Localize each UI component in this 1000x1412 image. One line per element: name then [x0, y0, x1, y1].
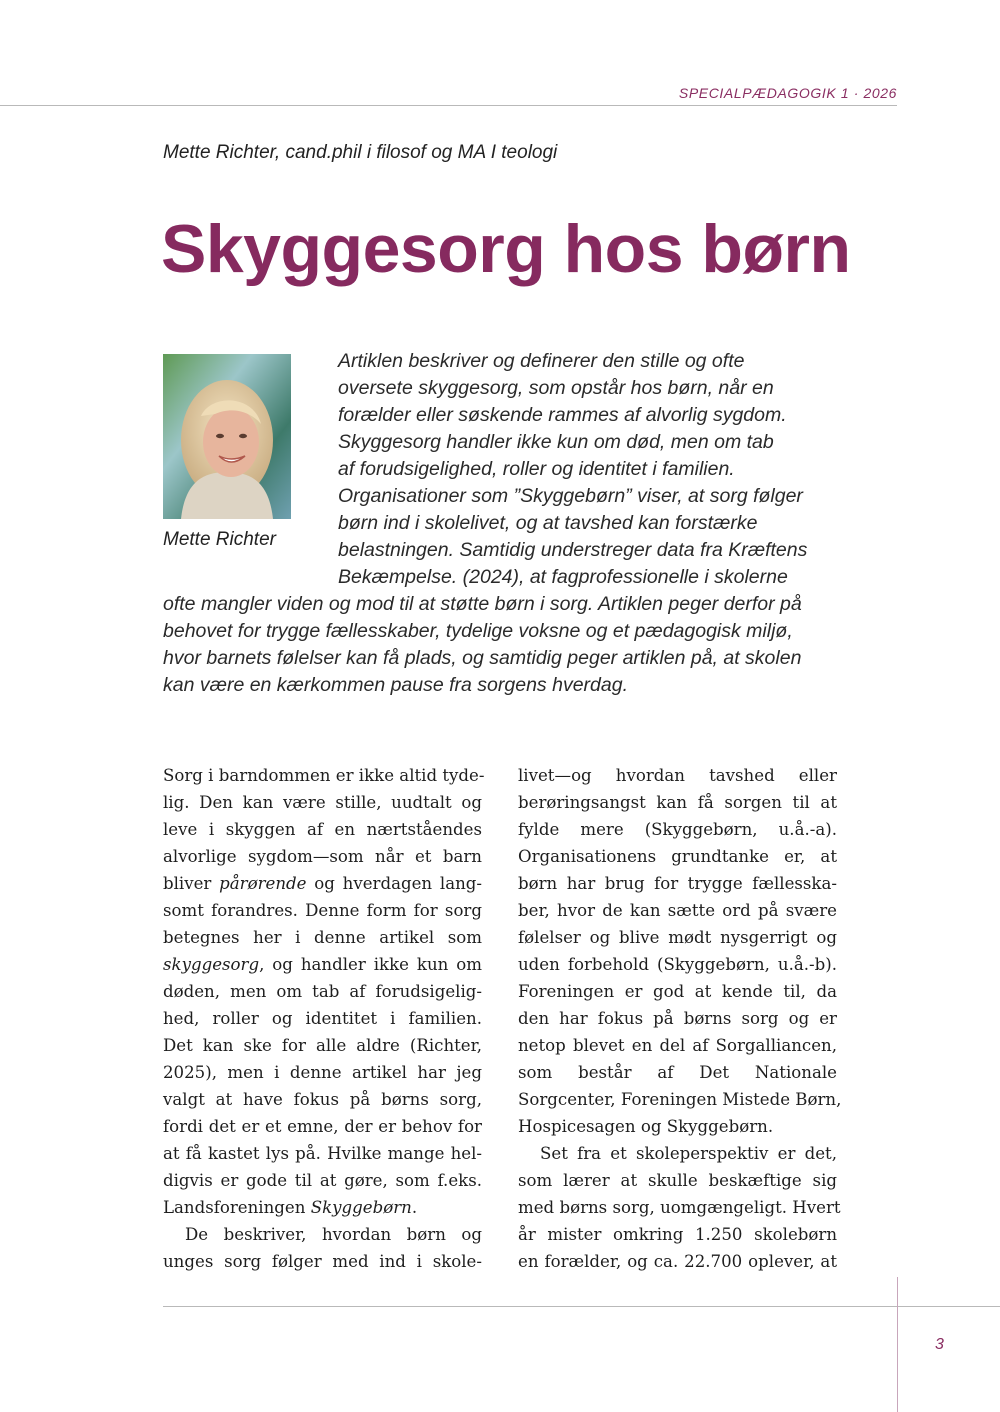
author-byline: Mette Richter, cand.phil i filosof og MA I teologi: [163, 142, 558, 163]
body-line: somt forandres. Denne form for sorg: [163, 901, 482, 920]
author-portrait: [163, 354, 291, 519]
body-line: at få kastet lys på. Hvilke mange hel-: [163, 1144, 482, 1163]
body-line: Sorg i barndommen er ikke altid tyde-: [163, 766, 485, 785]
footer-vertical-rule: [897, 1277, 898, 1412]
portrait-caption: Mette Richter: [163, 529, 276, 550]
body-line: 2025), men i denne artikel har jeg: [163, 1063, 482, 1082]
abstract-line: Artiklen beskriver og definerer den stille og ofte: [338, 350, 745, 372]
body-line: Hospicesagen og Skyggebørn.: [518, 1117, 774, 1136]
body-line: berøringsangst kan få sorgen til at: [518, 793, 837, 812]
body-line: valgt at have fokus på børns sorg,: [163, 1090, 482, 1109]
abstract-line: ofte mangler viden og mod til at støtte børn i sorg. Artiklen peger derfor på: [163, 593, 802, 615]
body-line: fordi det er et emne, der er behov for: [163, 1117, 482, 1136]
header-rule: [0, 105, 897, 106]
body-line: ber, hvor de kan sætte ord på svære: [518, 901, 837, 920]
abstract-line: Bekæmpelse. (2024), at fagprofessionelle i skolerne: [338, 566, 788, 588]
body-line: Set fra et skoleperspektiv er det,: [540, 1144, 837, 1163]
body-line: hed, roller og identitet i familien.: [163, 1009, 482, 1028]
body-line: livet—og hvordan tavshed eller: [518, 766, 837, 785]
abstract-line: børn ind i skolelivet, og at tavshed kan forstærke: [338, 512, 758, 534]
abstract-line: Skyggesorg handler ikke kun om død, men om tab: [338, 431, 774, 453]
body-line: Organisationens grundtanke er, at: [518, 847, 837, 866]
body-line: leve i skyggen af en nærtståendes: [163, 820, 482, 839]
body-line: bliver pårørende og hverdagen lang-: [163, 874, 483, 893]
body-line: Landsforeningen Skyggebørn.: [163, 1198, 418, 1217]
body-line: Foreningen er god at kende til, da: [518, 982, 837, 1001]
running-head: SPECIALPÆDAGOGIK 1 · 2026: [678, 85, 897, 101]
body-line: som lærer at skulle beskæftige sig: [518, 1171, 837, 1190]
body-line: De beskriver, hvordan børn og: [185, 1225, 482, 1244]
body-line: lig. Den kan være stille, uudtalt og: [163, 793, 482, 812]
abstract-line: kan være en kærkommen pause fra sorgens hverdag.: [163, 674, 628, 696]
body-line: betegnes her i denne artikel som: [163, 928, 482, 947]
page-number: 3: [935, 1336, 944, 1353]
body-line: den har fokus på børns sorg og er: [518, 1009, 837, 1028]
body-line: år mister omkring 1.250 skolebørn: [518, 1225, 837, 1244]
footer-rule: [163, 1306, 1000, 1307]
body-line: fylde mere (Skyggebørn, u.å.-a).: [518, 820, 837, 839]
body-line: unges sorg følger med ind i skole-: [163, 1252, 482, 1271]
abstract-line: belastningen. Samtidig understreger data fra Kræftens: [338, 539, 808, 561]
body-line: med børns sorg, uomgængeligt. Hvert: [518, 1198, 841, 1217]
abstract-line: forælder eller søskende rammes af alvorlig sygdom.: [338, 404, 787, 426]
body-line: børn har brug for trygge fællesska-: [518, 874, 837, 893]
body-line: som består af Det Nationale: [518, 1063, 837, 1082]
body-line: Sorgcenter, Foreningen Mistede Børn,: [518, 1090, 842, 1109]
body-line: digvis er gode til at gøre, som f.eks.: [163, 1171, 482, 1190]
body-line: følelser og blive mødt nysgerrigt og: [518, 928, 837, 947]
body-line: netop blevet en del af Sorgalliancen,: [518, 1036, 837, 1055]
abstract-line: af forudsigelighed, roller og identitet i familien.: [338, 458, 735, 480]
body-line: en forælder, og ca. 22.700 oplever, at: [518, 1252, 837, 1271]
abstract-line: behovet for trygge fællesskaber, tydelige voksne og et pædagogisk miljø,: [163, 620, 793, 642]
body-line: skyggesorg, og handler ikke kun om: [163, 955, 482, 974]
abstract-line: oversete skyggesorg, som opstår hos børn, når en: [338, 377, 774, 399]
article-title: Skyggesorg hos børn: [161, 211, 851, 287]
abstract-line: Organisationer som ”Skyggebørn” viser, at sorg følger: [338, 485, 803, 507]
body-line: uden forbehold (Skyggebørn, u.å.-b).: [518, 955, 837, 974]
body-line: alvorlige sygdom—som når et barn: [163, 847, 482, 866]
abstract-line: hvor barnets følelser kan få plads, og samtidig peger artiklen på, at skolen: [163, 647, 802, 669]
body-line: Det kan ske for alle aldre (Richter,: [163, 1036, 482, 1055]
body-line: døden, men om tab af forudsigelig-: [163, 982, 482, 1001]
